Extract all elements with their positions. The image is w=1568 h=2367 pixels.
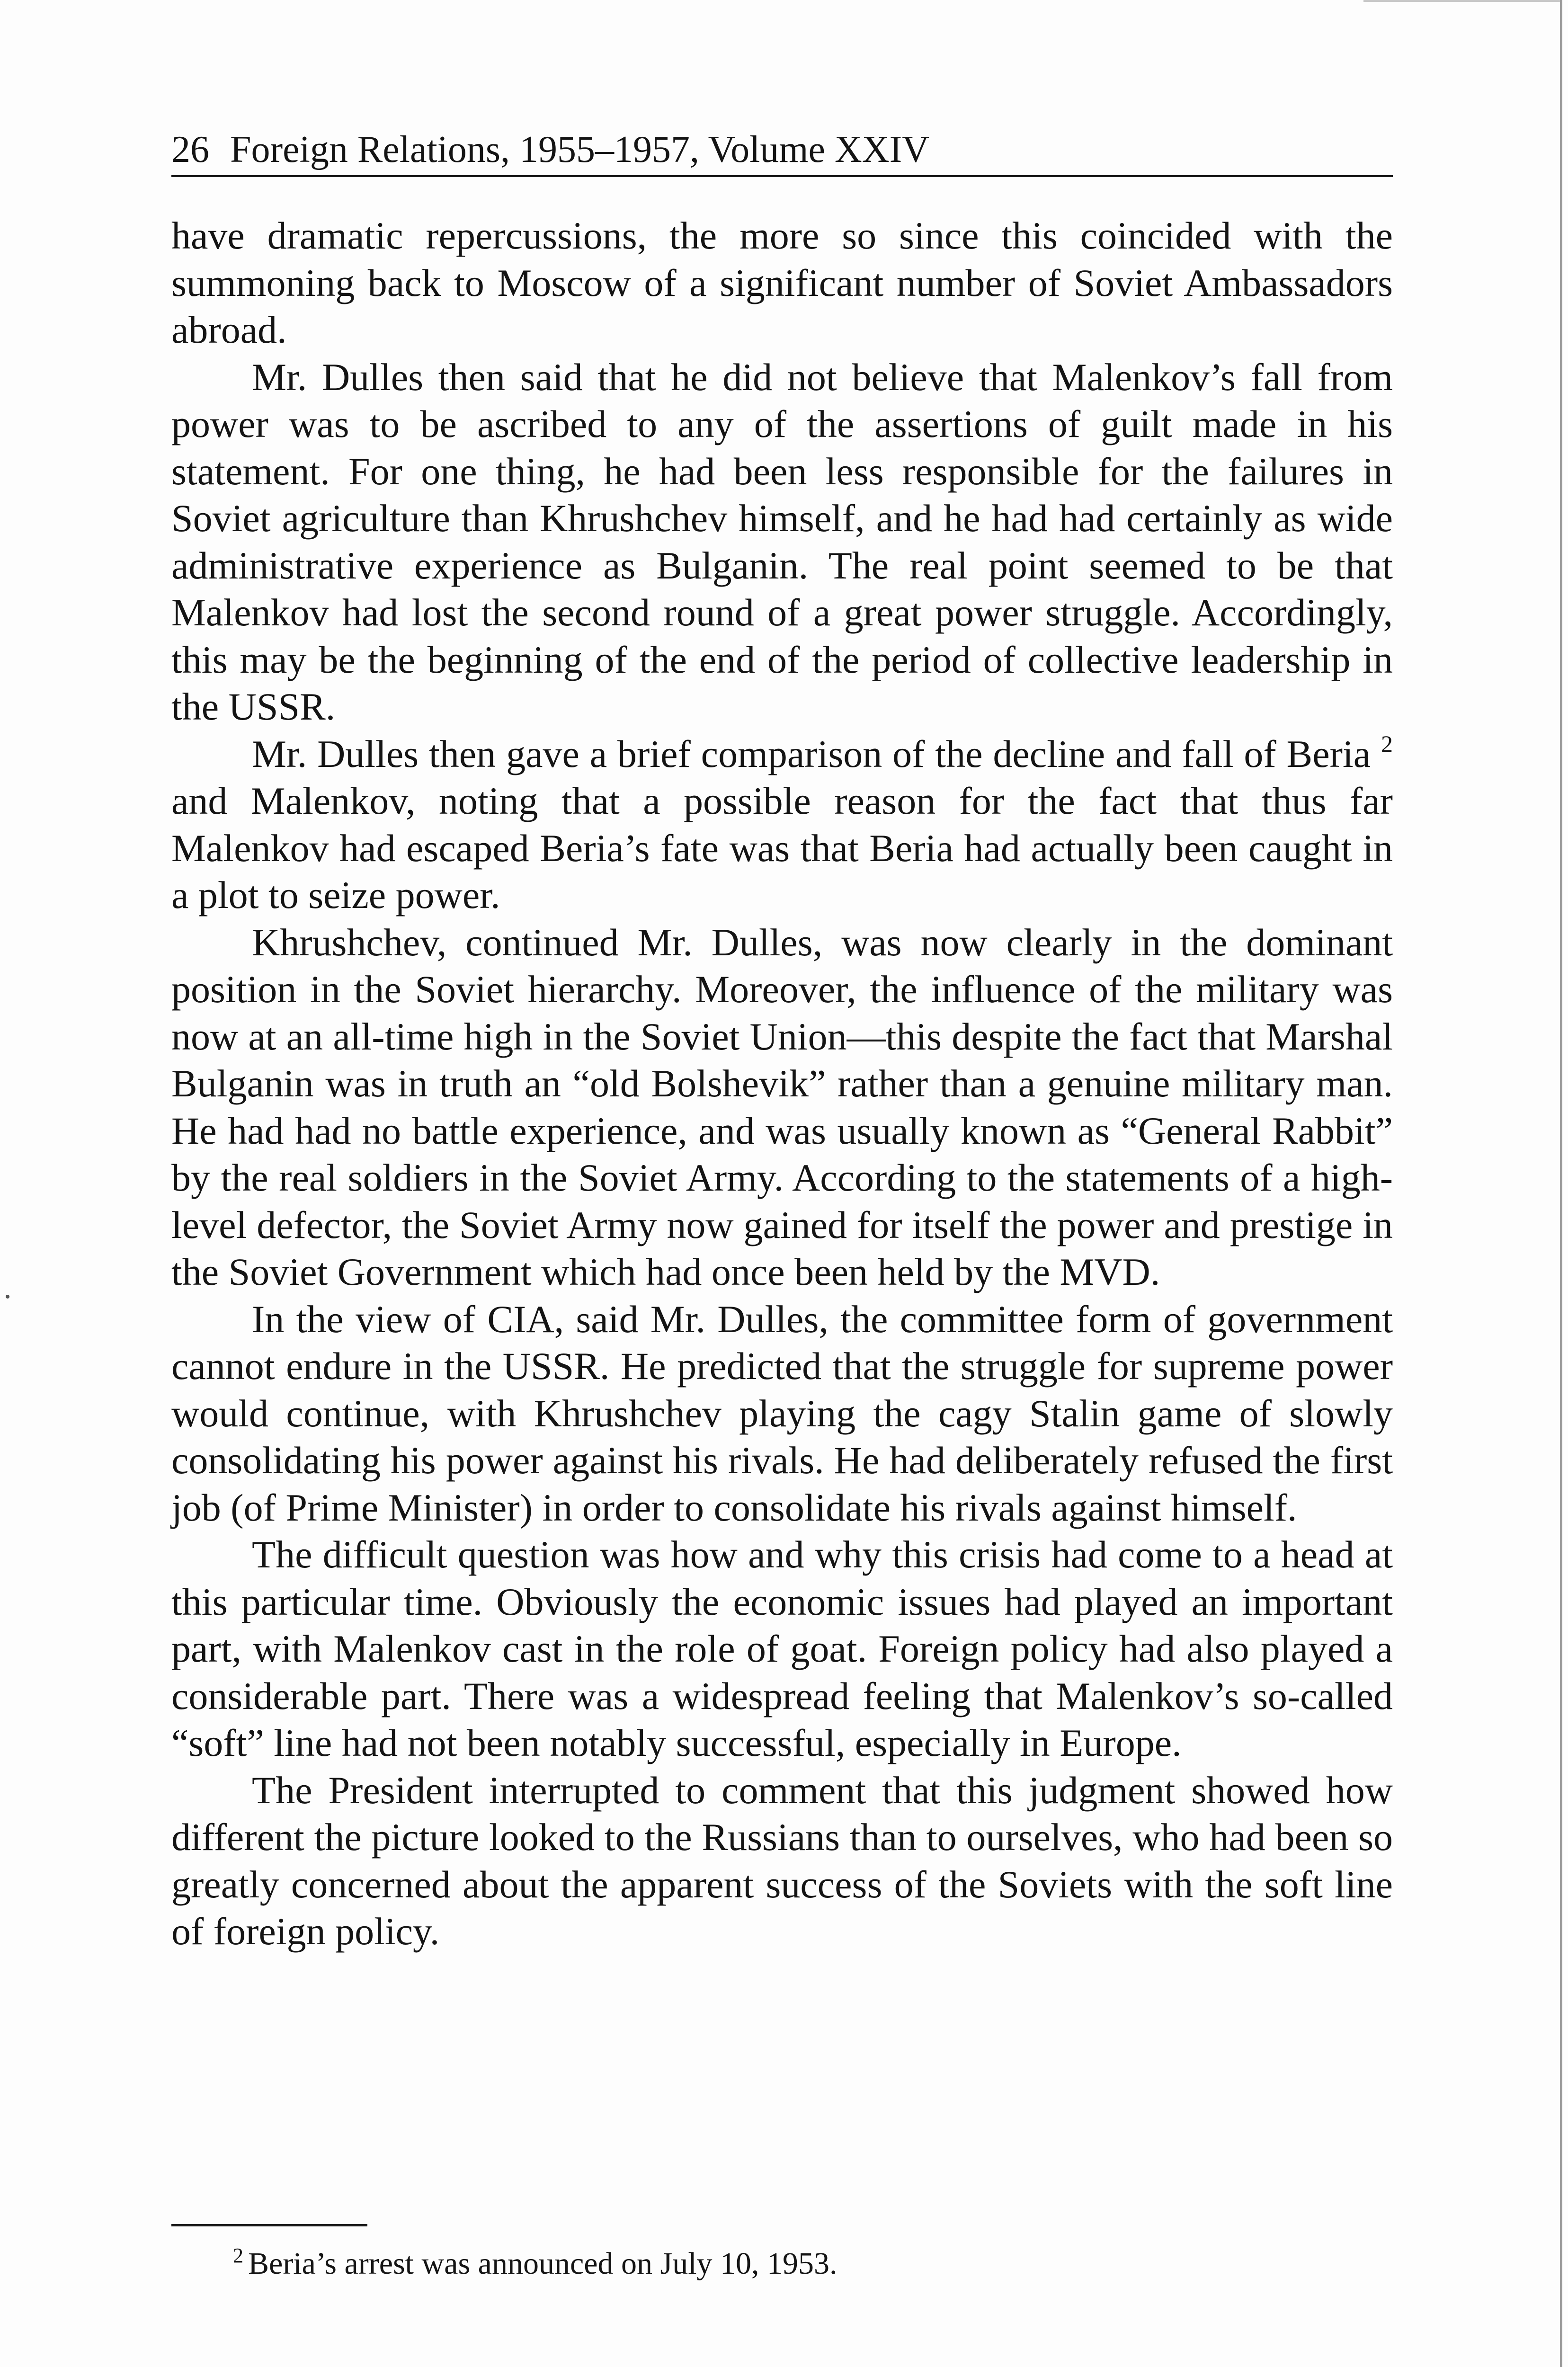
page-number: 26 (171, 129, 209, 170)
footnote (233, 2243, 1369, 2285)
running-title: Foreign Relations, 1955–1957, Volume XXIV (230, 129, 929, 170)
paragraph-1: have dramatic repercussions, the more so since this coincided with the summoning back to Moscow of a significant number of Soviet Ambassadors abroad. (171, 214, 1393, 351)
body-text (171, 212, 1393, 1955)
footnote-reference: 2 (1381, 730, 1393, 757)
paragraph-5: In the view of CIA, said Mr. Dulles, the committee form of government cannot endure in the USSR. He predicted that the struggle for supreme power would continue, with Khrushchev playing the cagy Stalin game of slowly consolidating his power against his rivals. He had deliberately refused the first job (of Prime Minister) in order to consolidate his rivals against himself. (171, 1297, 1393, 1529)
footnote-rule (171, 2224, 367, 2226)
paragraph-3-text-after: and Malenkov, noting that a possible reason for the fact that thus far Malenkov had escaped Beria’s fate was that Beria had actually been caught in a plot to seize power. (171, 779, 1393, 917)
paragraph-7: The President interrupted to comment that this judgment showed how different the picture looked to the Russians than to ourselves, who had been so greatly concerned about the apparent success of the Soviets with the soft line of foreign policy. (171, 1768, 1393, 1953)
paragraph-3 (171, 730, 1393, 919)
paragraph-2: Mr. Dulles then said that he did not believe that Malenkov’s fall from power was to be ascribed to any of the assertions of guilt made in his statement. For one thing, he had been less responsible for the failures in Soviet agriculture than Khrushchev himself, and he had had certainly as wide administrative experience as Bulganin. The real point seemed to be that Malenkov had lost the second round of a great power struggle. Accordingly, this may be the beginning of the end of the period of collective leadership in the USSR. (171, 355, 1393, 728)
margin-speck (6, 1295, 9, 1299)
footnote-text: Beria’s arrest was announced on July 10, 1953. (248, 2246, 837, 2281)
paragraph-6: The difficult question was how and why this crisis had come to a head at this particular time. Obviously the economic issues had played an important part, with Malenkov cast in the role of goat. Foreign policy had also played a considerable part. There was a widespread feeling that Malenkov’s so-called “soft” line had not been notably successful, especially in Europe. (171, 1533, 1393, 1764)
paragraph-3-text-before: Mr. Dulles then gave a brief comparison of the decline and fall of Beria (252, 732, 1371, 775)
scan-edge-top (1363, 0, 1562, 2)
running-header (171, 124, 1393, 177)
paragraph-4: Khrushchev, continued Mr. Dulles, was now clearly in the dominant position in the Soviet hierarchy. Moreover, the influence of the military was now at an all-time high in the Soviet Union—this despite the fact that Marshal Bulganin was in truth an “old Bolshevik” rather than a genuine military man. He had had no battle experience, and was usually known as “General Rabbit” by the real soldiers in the Soviet Army. According to the statements of a high-level defector, the Soviet Army now gained for itself the power and prestige in the Soviet Government which had once been held by the MVD. (171, 920, 1393, 1293)
footnote-mark: 2 (233, 2244, 243, 2267)
scan-edge-right (1560, 0, 1562, 2367)
